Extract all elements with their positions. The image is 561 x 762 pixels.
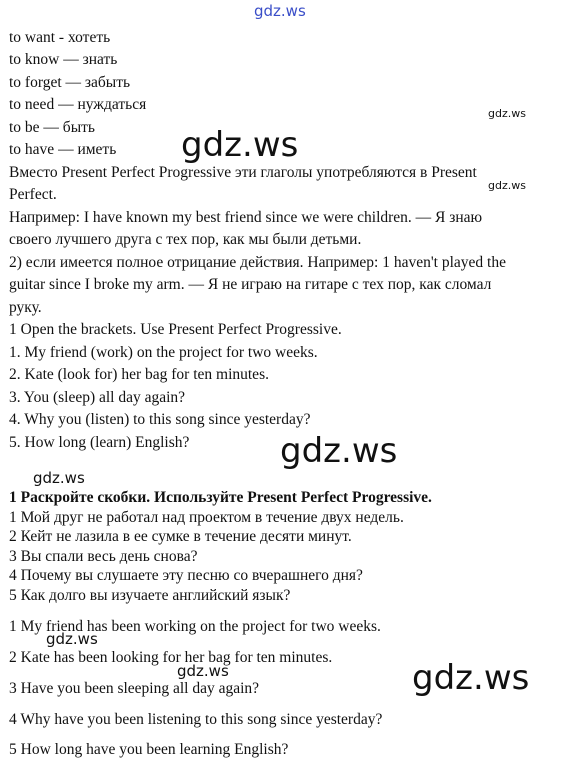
translation-item: 2 Кейт не лазила в ее сумке в течение десяти минут.	[9, 528, 352, 545]
answer-item: 4 Why have you been listening to this song since yesterday?	[9, 711, 383, 728]
translation-item: 3 Вы спали весь день снова?	[9, 548, 198, 565]
text-line: Например: I have known my best friend since we were children. — Я знаю	[9, 209, 483, 226]
watermark-medium: gdz.ws	[177, 662, 229, 680]
watermark-medium: gdz.ws	[33, 469, 85, 487]
translation-item: 1 Мой друг не работал над проектом в течение двух недель.	[9, 509, 404, 526]
watermark-large: gdz.ws	[412, 658, 530, 698]
watermark-small: gdz.ws	[488, 107, 526, 120]
text-line: to be — быть	[9, 119, 95, 136]
text-line: руку.	[9, 299, 42, 316]
watermark-large: gdz.ws	[181, 125, 299, 165]
text-line: to need — нуждаться	[9, 96, 147, 113]
translation-heading: 1 Раскройте скобки. Используйте Present Perfect Progressive.	[9, 489, 432, 506]
watermark-top: gdz.ws	[254, 2, 306, 20]
text-line: to know — знать	[9, 51, 118, 68]
exercise-item: 3. You (sleep) all day again?	[9, 389, 186, 406]
text-line: своего лучшего друга с тех пор, как мы были детьми.	[9, 231, 362, 248]
exercise-item: 1. My friend (work) on the project for two weeks.	[9, 344, 318, 361]
text-line: Perfect.	[9, 186, 57, 203]
answer-item: 3 Have you been sleeping all day again?	[9, 680, 260, 697]
answer-item: 5 How long have you been learning English?	[9, 741, 289, 758]
text-line: Вместо Present Perfect Progressive эти глаголы употребляются в Present	[9, 164, 477, 181]
text-line: guitar since I broke my arm. — Я не играю на гитаре с тех пор, как сломал	[9, 276, 492, 293]
answer-item: 1 My friend has been working on the project for two weeks.	[9, 618, 381, 635]
text-line: 2) если имеется полное отрицание действия. Например: 1 haven't played the	[9, 254, 506, 271]
exercise-item: 4. Why you (listen) to this song since yesterday?	[9, 411, 311, 428]
answer-item: 2 Kate has been looking for her bag for ten minutes.	[9, 649, 333, 666]
exercise-heading: 1 Open the brackets. Use Present Perfect Progressive.	[9, 321, 342, 338]
text-line: to want - хотеть	[9, 29, 111, 46]
translation-item: 5 Как долго вы изучаете английский язык?	[9, 587, 291, 604]
watermark-small: gdz.ws	[488, 179, 526, 192]
translation-item: 4 Почему вы слушаете эту песню со вчерашнего дня?	[9, 567, 363, 584]
watermark-large: gdz.ws	[280, 431, 398, 471]
text-line: to forget — забыть	[9, 74, 131, 91]
exercise-item: 2. Kate (look for) her bag for ten minutes.	[9, 366, 269, 383]
exercise-item: 5. How long (learn) English?	[9, 434, 190, 451]
watermark-medium: gdz.ws	[46, 630, 98, 648]
text-line: to have — иметь	[9, 141, 117, 158]
